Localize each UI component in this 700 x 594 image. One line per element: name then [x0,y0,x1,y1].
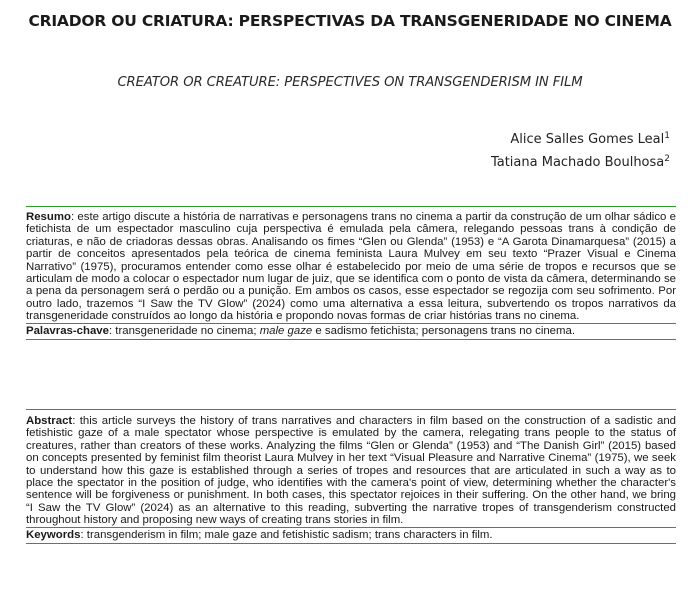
abstract-label: Abstract [26,415,73,427]
keywords-label: Keywords [26,528,81,541]
resumo-section [26,206,676,340]
resumo-text: : este artigo discute a história de narrativas e personagens trans no cinema a partir da construção de um olhar sádico e fetichista de um espectador masculino cuja perspectiva é emulada pela câmera, relegando pessoas trans à condição de criaturas, e não de criadoras dessas obras. Analisando os fimes “Glen ou Glenda” (1953) e “A Garota Dinamarquesa” (2015) a partir de conceitos apresentados pela teórica de cinema feminista Laura Mulvey em seu texto “Prazer Visual e Cinema Narrativo” (1975), procuramos entender como esse olhar é estabelecido por meio de uma série de tropos e recursos que se articulam de modo a colocar o espectador num lugar de juiz, que se identifica com o ponto de vista da câmera, determinando se a pena da personagem será o perdão ou a punição. Em ambos os casos, esse espectador se regozija com seu sofrimento. Por outro lado, trazemos “I Saw the TV Glow” (2024) como uma alternativa a essa leitura, subvertendo os tropos narrativos da transgeneridade construídos ao longo da história e propondo novas formas de criar histórias trans no cinema. [26,211,676,323]
resumo-label: Resumo [26,211,71,223]
paper-title: CRIADOR OU CRIATURA: PERSPECTIVAS DA TRANSGENERIDADE NO CINEMA [28,12,672,30]
palavras-chave-text: : transgeneridade no cinema; [108,324,260,337]
author-2 [491,151,670,174]
author-footnote-marker: 1 [664,131,670,141]
author-1 [491,128,670,151]
keywords-text: : transgenderism in film; male gaze and fetishistic sadism; trans characters in film. [80,528,493,541]
abstract-text: : this article surveys the history of trans narratives and characters in film based on the construction of a sadistic and fetishistic gaze of a male spectator whose perspective is emulated by the camera, relegating trans people to the status of creatures, rather than creators of these works. Analyzing the films “Glen or Glenda” (1953) and “The Danish Girl” (2015) based on concepts presented by feminist film theorist Laura Mulvey in her text “Visual Pleasure and Narrative Cinema” (1975), we seek to understand how this gaze is established through a series of tropes and resources that are articulated in such a way as to place the spectator in the position of judge, who identifies with the camera's point of view, determining whether the character's sentence will be forgiveness or punishment. In both cases, this spectator rejoices in their suffering. On the other hand, we bring “I Saw the TV Glow” (2024) as an alternative to this reading, subverting the narrative tropes of transgenderism constructed throughout history and proposing new ways of creating trans stories in film. [26,415,676,527]
author-name: Alice Salles Gomes Leal [510,132,665,147]
abstract-section [26,409,676,544]
author-footnote-marker: 2 [664,154,670,164]
palavras-chave-line [26,323,676,337]
palavras-chave-italic: male gaze [259,324,313,337]
author-name: Tatiana Machado Boulhosa [490,155,665,170]
keywords-line [26,527,676,541]
palavras-chave-text-end: e sadismo fetichista; personagens trans no cinema. [312,324,576,337]
resumo-paragraph [26,211,676,323]
palavras-chave-label: Palavras-chave [26,324,109,337]
author-list [491,128,670,174]
paper-subtitle: CREATOR OR CREATURE: PERSPECTIVES ON TRANSGENDERISM IN FILM [117,75,583,90]
abstract-paragraph [26,415,676,527]
